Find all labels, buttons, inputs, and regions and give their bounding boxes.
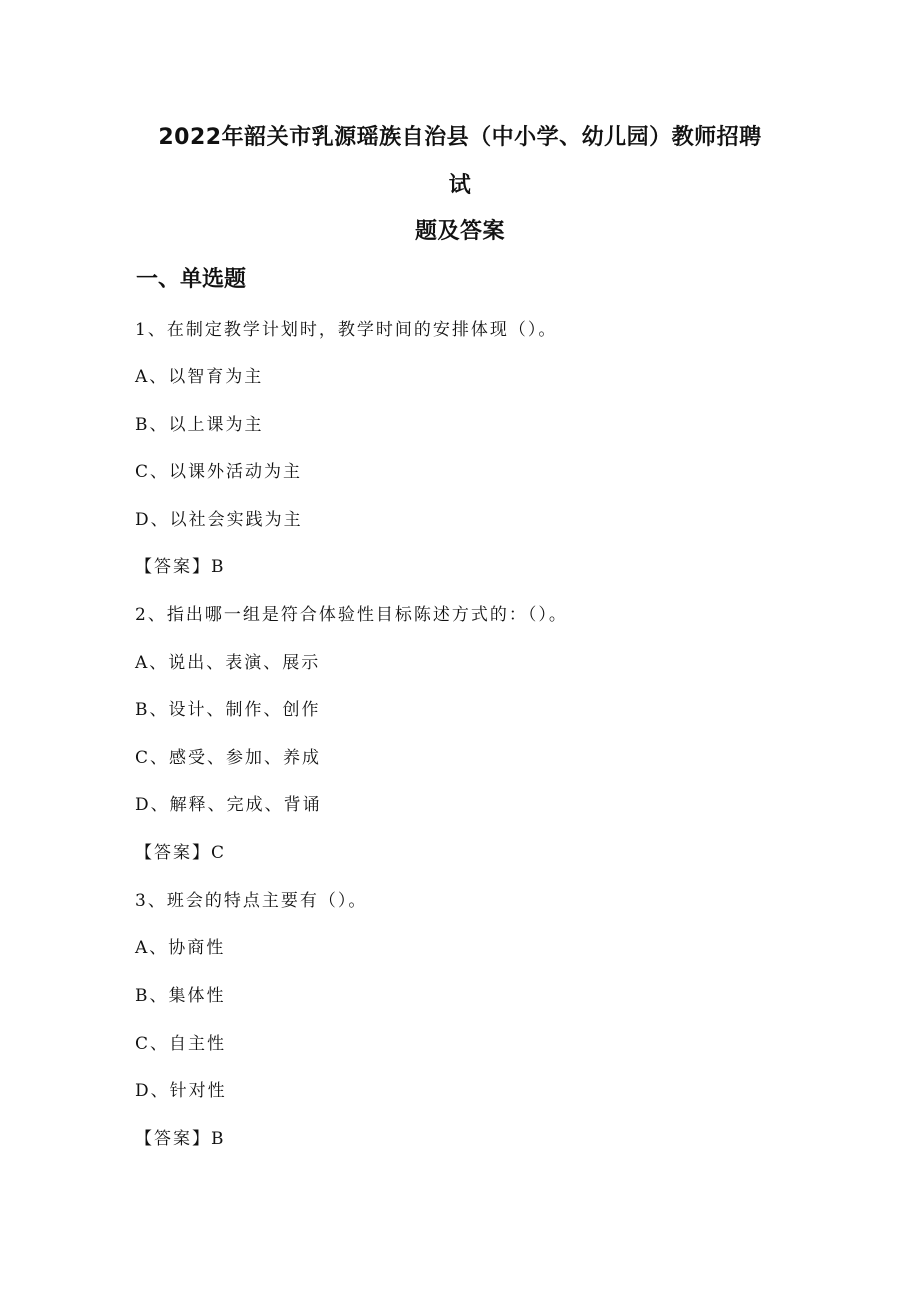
- question-2-option-d: D、解释、完成、背诵: [135, 795, 322, 815]
- question-1-option-a: A、以智育为主: [135, 367, 264, 387]
- document-title-line-2: 试: [448, 173, 472, 198]
- question-3-option-a: A、协商性: [135, 938, 226, 958]
- question-3-answer: 【答案】B: [135, 1129, 226, 1149]
- question-1-option-d: D、以社会实践为主: [135, 510, 303, 530]
- question-3-stem: 3、班会的特点主要有（）。: [135, 891, 368, 911]
- question-2-option-c: C、感受、参加、养成: [135, 748, 322, 768]
- section-heading: 一、单选题: [136, 267, 247, 292]
- question-1-answer: 【答案】B: [135, 557, 226, 577]
- question-1-option-c: C、以课外活动为主: [135, 462, 303, 482]
- question-1-option-b: B、以上课为主: [135, 415, 264, 435]
- question-3-option-c: C、自主性: [135, 1034, 227, 1054]
- document-title-line-1: 2022年韶关市乳源瑶族自治县（中小学、幼儿园）教师招聘: [158, 125, 762, 150]
- question-2-answer: 【答案】C: [135, 843, 227, 863]
- question-2-option-a: A、说出、表演、展示: [135, 653, 321, 673]
- document-title-line-3: 题及答案: [414, 219, 505, 244]
- question-2-option-b: B、设计、制作、创作: [135, 700, 321, 720]
- question-1-stem: 1、在制定教学计划时，教学时间的安排体现（）。: [135, 320, 558, 340]
- question-3-option-d: D、针对性: [135, 1081, 227, 1101]
- question-3-option-b: B、集体性: [135, 986, 226, 1006]
- question-2-stem: 2、指出哪一组是符合体验性目标陈述方式的：（）。: [135, 605, 568, 625]
